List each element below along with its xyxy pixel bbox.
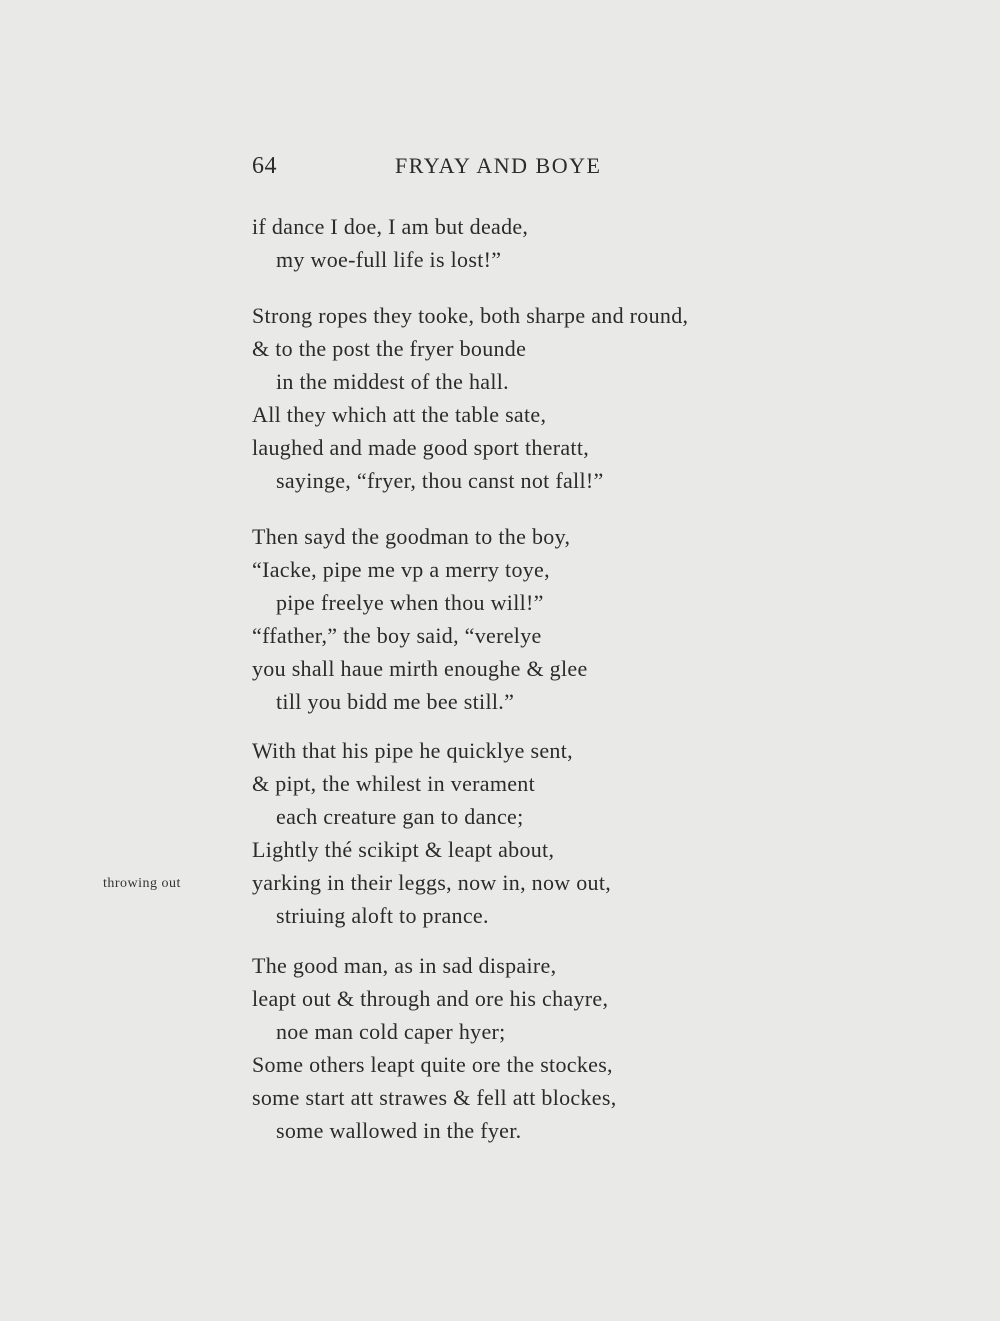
verse-line: Some others leapt quite ore the stockes,	[252, 1052, 613, 1077]
verse-line: & to the post the fryer bounde	[252, 336, 527, 361]
verse-line: “Iacke, pipe me vp a merry toye,	[252, 557, 550, 582]
verse-line: All they which att the table sate,	[252, 402, 547, 427]
verse-line: you shall haue mirth enoughe & glee	[252, 656, 588, 681]
verse-line: Strong ropes they tooke, both sharpe and round,	[252, 303, 689, 328]
verse-line: pipe freelye when thou will!”	[276, 590, 544, 615]
verse-line: With that his pipe he quicklye sent,	[252, 738, 573, 763]
verse-line: striuing aloft to prance.	[276, 903, 489, 928]
verse-line: some start att strawes & fell att blockes,	[252, 1085, 617, 1110]
verse-line: yarking in their leggs, now in, now out,	[252, 870, 612, 895]
verse-line: some wallowed in the fyer.	[276, 1118, 522, 1143]
verse-line: laughed and made good sport theratt,	[252, 435, 590, 460]
verse-line: each creature gan to dance;	[276, 804, 524, 829]
verse-line: leapt out & through and ore his chayre,	[252, 986, 609, 1011]
verse-line: if dance I doe, I am but deade,	[252, 214, 529, 239]
verse-line: my woe-full life is lost!”	[276, 247, 502, 272]
running-title: FRYAY AND BOYE	[395, 153, 602, 178]
verse-line: The good man, as in sad dispaire,	[252, 953, 557, 978]
margin-gloss: throwing out	[103, 876, 181, 891]
verse-line: Then sayd the goodman to the boy,	[252, 524, 571, 549]
verse-line: “ffather,” the boy said, “verelye	[252, 623, 542, 648]
page-number: 64	[252, 153, 277, 179]
verse-line: Lightly thé scikipt & leapt about,	[252, 837, 555, 862]
verse-line: & pipt, the whilest in verament	[252, 771, 536, 796]
verse-line: till you bidd me bee still.”	[276, 689, 515, 714]
verse-line: noe man cold caper hyer;	[276, 1019, 506, 1044]
verse-line: in the middest of the hall.	[276, 369, 509, 394]
verse-line: sayinge, “fryer, thou canst not fall!”	[276, 468, 604, 493]
